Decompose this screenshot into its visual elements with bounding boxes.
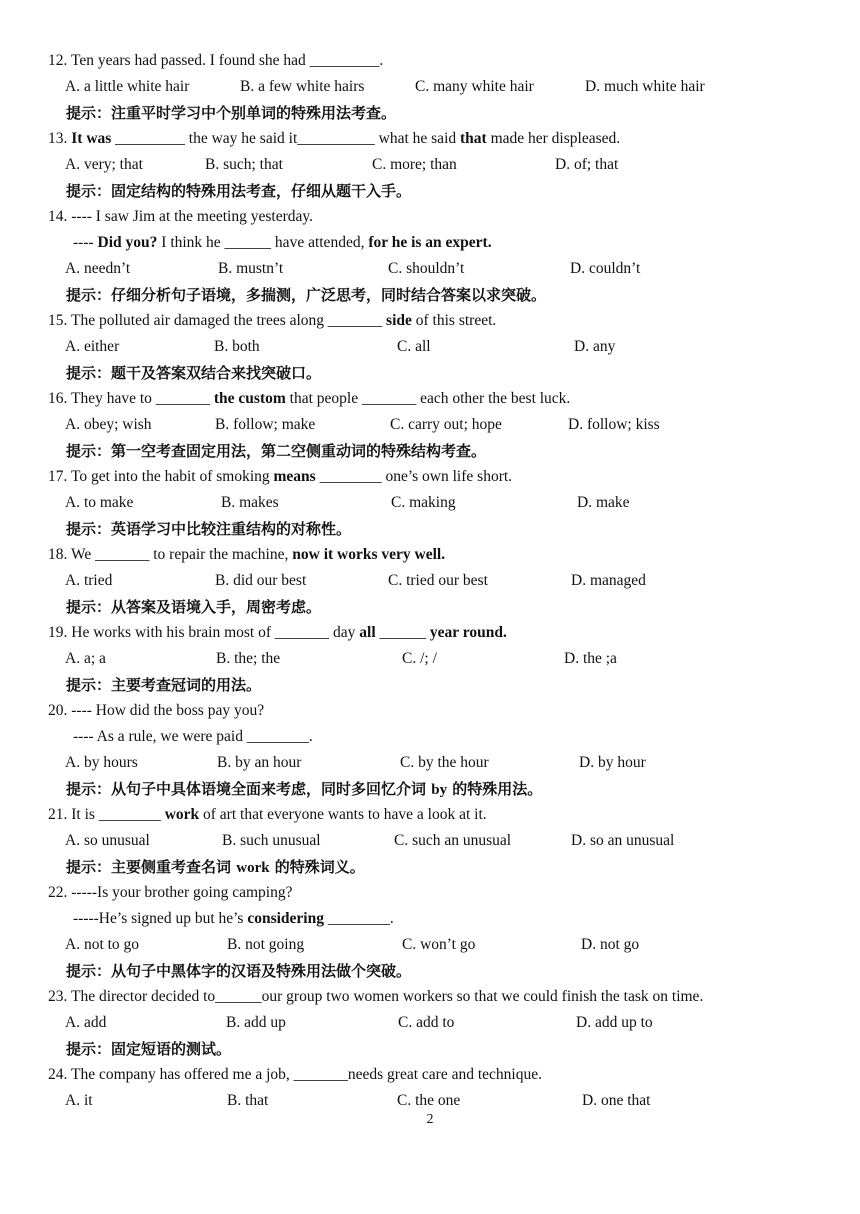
question-13-hint: 提示：固定结构的特殊用法考查，仔细从题干入手。: [66, 182, 412, 200]
question-22-dialogue-reply: [73, 908, 394, 930]
bold-text-run: the custom: [213, 390, 286, 407]
question-18-option-b: B. did our best: [215, 572, 307, 589]
question-17-stem: [48, 466, 512, 488]
text-run: ---- As a rule, we were paid ________.: [73, 728, 313, 745]
bold-text-run: Did you?: [97, 234, 158, 251]
question-22-option-c: C. won’t go: [402, 936, 476, 953]
question-20-option-c: C. by the hour: [400, 754, 489, 771]
question-15-option-d: D. any: [574, 338, 616, 355]
question-23-option-b: B. add up: [226, 1014, 286, 1031]
question-15-hint: 提示：题干及答案双结合来找突破口。: [66, 364, 322, 382]
text-run: 24. The company has offered me a job, _______needs great care and technique.: [48, 1066, 542, 1083]
question-14-hint: 提示：仔细分析句子语境，多揣测，广泛思考，同时结合答案以求突破。: [66, 286, 547, 304]
question-20-stem: [48, 700, 264, 722]
question-17-hint: 提示：英语学习中比较注重结构的对称性。: [66, 520, 352, 538]
question-23-option-c: C. add to: [398, 1014, 455, 1031]
question-12-option-a: A. a little white hair: [65, 78, 190, 95]
text-run: of this street.: [411, 312, 497, 329]
question-17-option-b: B. makes: [221, 494, 279, 511]
question-19-hint: 提示：主要考查冠词的用法。: [66, 676, 262, 694]
question-16-option-d: D. follow; kiss: [568, 416, 660, 433]
question-13-option-c: C. more; than: [372, 156, 457, 173]
bold-text-run: year round.: [429, 624, 507, 641]
question-24-option-d: D. one that: [582, 1092, 651, 1109]
question-17-option-c: C. making: [391, 494, 456, 511]
question-16-stem: [48, 388, 570, 410]
question-15-stem: [48, 310, 496, 332]
text-run: 的特殊用法。: [447, 780, 543, 798]
question-14-dialogue-reply: [73, 232, 492, 254]
question-24-option-c: C. the one: [397, 1092, 461, 1109]
question-13-option-d: D. of; that: [555, 156, 619, 173]
question-20-option-a: A. by hours: [65, 754, 138, 771]
question-21-option-b: B. such unusual: [222, 832, 321, 849]
question-21-option-a: A. so unusual: [65, 832, 150, 849]
question-21-hint: [66, 856, 365, 879]
question-22-option-d: D. not go: [581, 936, 640, 953]
question-17-option-d: D. make: [577, 494, 630, 511]
text-run: work: [236, 860, 270, 876]
question-13-stem: [48, 128, 620, 150]
question-14-stem: [48, 206, 313, 228]
question-19-stem: [48, 622, 507, 644]
text-run: 23. The director decided to______our group two women workers so that we could finish the task on time.: [48, 988, 704, 1005]
question-12-hint: 提示：注重平时学习中个别单词的特殊用法考查。: [66, 104, 397, 122]
text-run: 12. Ten years had passed. I found she had _________.: [48, 52, 384, 69]
question-16-option-c: C. carry out; hope: [390, 416, 502, 433]
question-13-option-b: B. such; that: [205, 156, 283, 173]
question-15-option-c: C. all: [397, 338, 431, 355]
bold-text-run: all: [359, 624, 376, 641]
text-run: 20. ---- How did the boss pay you?: [48, 702, 265, 719]
question-12-option-b: B. a few white hairs: [240, 78, 365, 95]
text-run: 15. The polluted air damaged the trees along _______: [48, 312, 387, 329]
text-run: ________ one’s own life short.: [315, 468, 513, 485]
text-run: ________.: [324, 910, 394, 927]
question-16-option-b: B. follow; make: [215, 416, 316, 433]
text-run: 22. -----Is your brother going camping?: [48, 884, 293, 901]
bold-text-run: that: [460, 130, 487, 147]
bold-text-run: means: [273, 468, 316, 485]
question-23-stem: [48, 986, 703, 1008]
question-21-option-c: C. such an unusual: [394, 832, 512, 849]
text-run: ----: [73, 234, 98, 251]
text-run: -----He’s signed up but he’s: [73, 910, 248, 927]
text-run: 的特殊词义。: [269, 858, 365, 876]
question-21-stem: [48, 804, 487, 826]
text-run: by: [431, 782, 448, 798]
question-15-option-a: A. either: [65, 338, 120, 355]
text-run: that people _______ each other the best luck.: [285, 390, 571, 407]
question-24-stem: [48, 1064, 542, 1086]
question-14-option-d: D. couldn’t: [570, 260, 641, 277]
bold-text-run: work: [164, 806, 200, 823]
question-22-option-a: A. not to go: [65, 936, 140, 953]
text-run: 21. It is ________: [48, 806, 165, 823]
bold-text-run: for he is an expert.: [368, 234, 492, 251]
question-23-hint: 提示：固定短语的测试。: [66, 1040, 232, 1058]
text-run: 17. To get into the habit of smoking: [48, 468, 274, 485]
question-14-option-a: A. needn’t: [65, 260, 131, 277]
question-19-option-d: D. the ;a: [564, 650, 617, 667]
bold-text-run: side: [386, 312, 412, 329]
text-run: 18. We _______ to repair the machine,: [48, 546, 293, 563]
question-19-option-c: C. /; /: [402, 650, 437, 667]
question-23-option-d: D. add up to: [576, 1014, 653, 1031]
question-20-option-b: B. by an hour: [217, 754, 302, 771]
text-run: 提示：从句子中具体语境全面来考虑，同时多回忆介词: [66, 780, 432, 798]
question-20-hint: [66, 778, 542, 801]
question-18-option-a: A. tried: [65, 572, 113, 589]
text-run: 14. ---- I saw Jim at the meeting yesterday.: [48, 208, 313, 225]
text-run: _________ the way he said it__________ what he said: [111, 130, 460, 147]
question-17-option-a: A. to make: [65, 494, 134, 511]
text-run: 13.: [48, 130, 72, 147]
bold-text-run: It was: [71, 130, 112, 147]
question-22-option-b: B. not going: [227, 936, 305, 953]
question-20-option-d: D. by hour: [579, 754, 646, 771]
question-24-option-a: A. it: [65, 1092, 93, 1109]
bold-text-run: considering: [247, 910, 324, 927]
question-12-stem: [48, 50, 383, 72]
question-12-option-d: D. much white hair: [585, 78, 705, 95]
question-16-hint: 提示：第一空考查固定用法，第二空侧重动词的特殊结构考查。: [66, 442, 487, 460]
question-14-option-b: B. mustn’t: [218, 260, 284, 277]
question-24-option-b: B. that: [227, 1092, 269, 1109]
question-13-option-a: A. very; that: [65, 156, 143, 173]
question-18-stem: [48, 544, 445, 566]
question-22-stem: [48, 882, 292, 904]
question-21-option-d: D. so an unusual: [571, 832, 675, 849]
text-run: made her displeased.: [486, 130, 621, 147]
bold-text-run: now it works very well.: [292, 546, 446, 563]
text-run: ______: [375, 624, 430, 641]
question-18-option-d: D. managed: [571, 572, 646, 589]
text-run: 提示：主要侧重考查名词: [66, 858, 237, 876]
question-19-option-b: B. the; the: [216, 650, 281, 667]
question-18-option-c: C. tried our best: [388, 572, 488, 589]
text-run: 16. They have to _______: [48, 390, 214, 407]
question-19-option-a: A. a; a: [65, 650, 106, 667]
question-12-option-c: C. many white hair: [415, 78, 534, 95]
question-18-hint: 提示：从答案及语境入手，周密考虑。: [66, 598, 322, 616]
question-22-hint: 提示：从句子中黑体字的汉语及特殊用法做个突破。: [66, 962, 412, 980]
question-15-option-b: B. both: [214, 338, 260, 355]
question-16-option-a: A. obey; wish: [65, 416, 152, 433]
page-number: 2: [426, 1112, 434, 1127]
text-run: of art that everyone wants to have a look at it.: [199, 806, 487, 823]
text-run: I think he ______ have attended,: [157, 234, 369, 251]
text-run: 19. He works with his brain most of _______ day: [48, 624, 360, 641]
question-20-dialogue-reply: [73, 726, 313, 748]
question-23-option-a: A. add: [65, 1014, 107, 1031]
question-14-option-c: C. shouldn’t: [388, 260, 465, 277]
